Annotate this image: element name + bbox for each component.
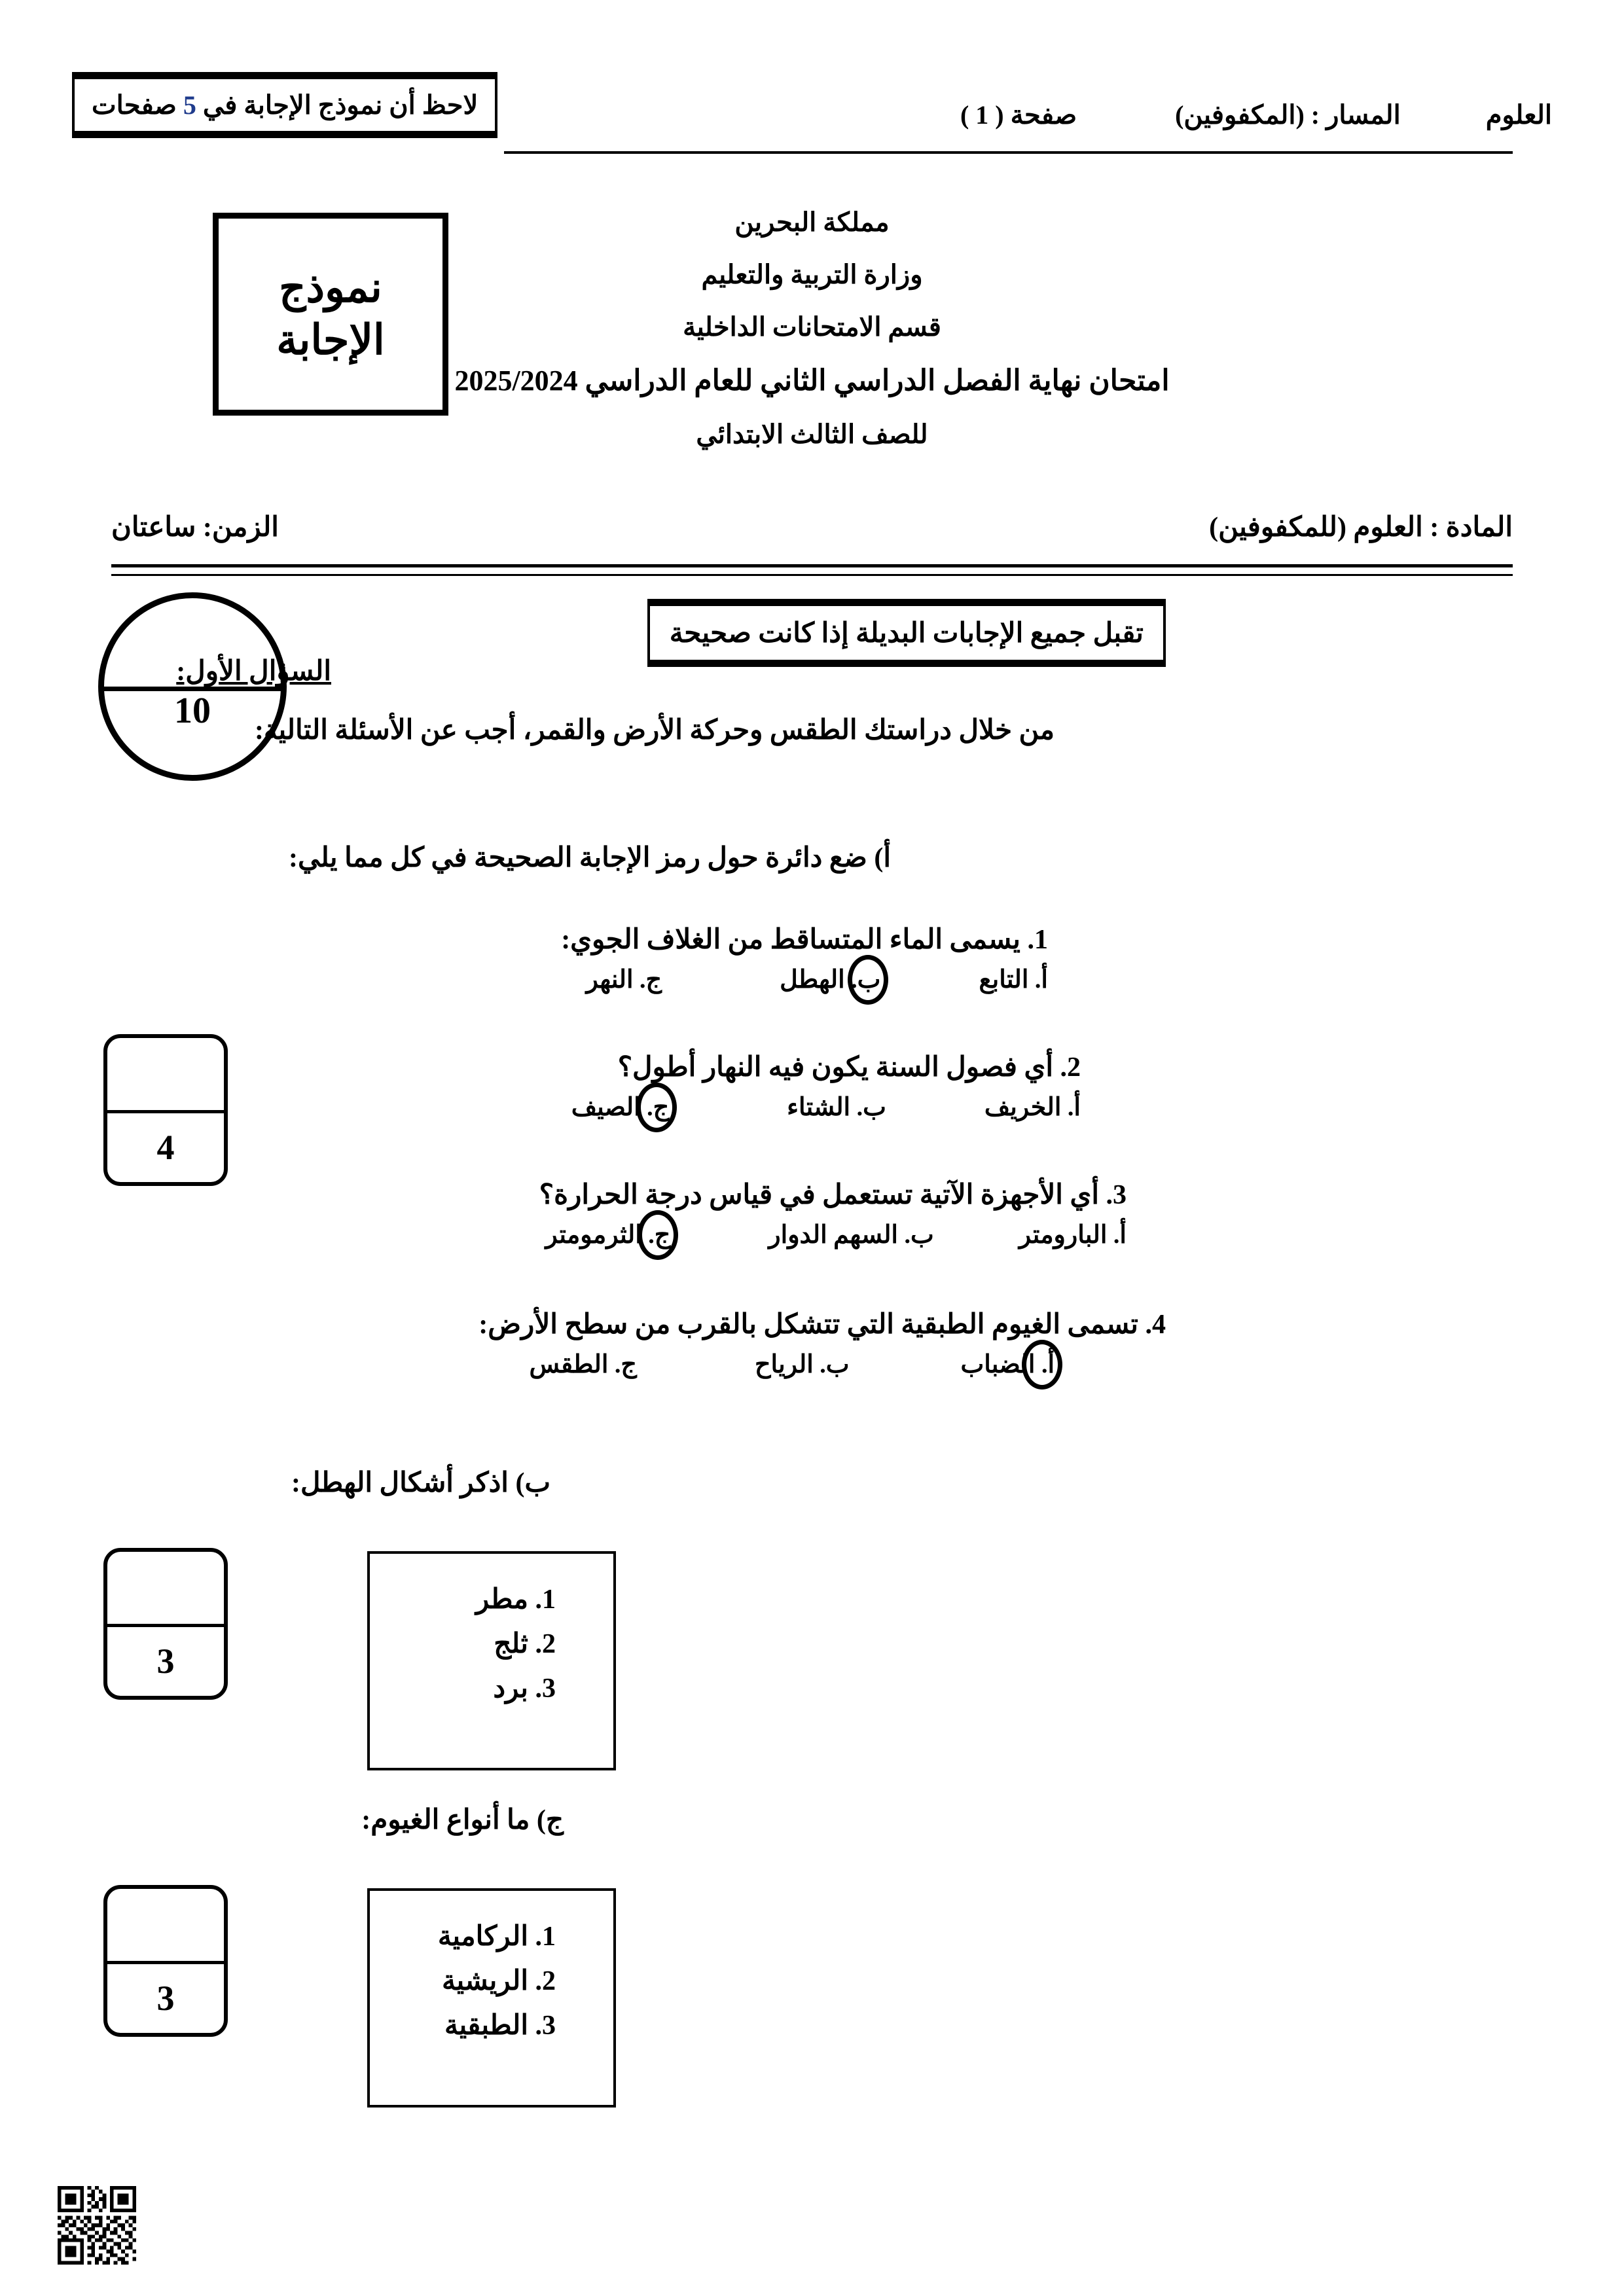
list-item: 2. الريشية xyxy=(409,1964,528,1997)
mcq-3-options xyxy=(539,1220,1127,1249)
list-item: 3. برد xyxy=(409,1672,528,1704)
subject-rule xyxy=(111,564,1513,576)
mcq-item-1 xyxy=(561,923,1048,994)
pages-note-prefix: لاحظ أن نموذج الإجابة في xyxy=(202,90,478,120)
score-box-divider xyxy=(107,1110,225,1113)
mcq-3-option-c[interactable] xyxy=(545,1220,670,1249)
mcq-2-option-c-label: ج. الصيف xyxy=(571,1094,670,1121)
part-c-label: ج) ما أنواع الغيوم: xyxy=(361,1805,564,1835)
list-item: 1. الركامية xyxy=(409,1920,528,1952)
mcq-2-option-b[interactable]: ب. الشتاء xyxy=(787,1094,886,1121)
mcq-4-stem xyxy=(478,1308,1166,1340)
time-label: الزمن: ساعتان xyxy=(111,512,279,543)
title-ministry: وزارة التربية والتعليم xyxy=(701,260,923,289)
mcq-3-option-c-label: ج. الثرمومتر xyxy=(545,1221,671,1249)
mcq-1-option-c[interactable]: ج. النهر xyxy=(586,966,662,994)
pages-note-suffix: صفحات xyxy=(92,90,177,120)
header-subject: العلوم xyxy=(1485,99,1552,130)
mcq-3-number: 3. xyxy=(1106,1180,1127,1210)
mcq-item-3 xyxy=(539,1178,1127,1249)
question-1-intro: من خلال دراستك الطقس وحركة الأرض والقمر، أجب عن الأسئلة التالية: xyxy=(255,715,1055,745)
mcq-3-option-b[interactable]: ب. السهم الدوار xyxy=(768,1221,934,1249)
header-page-indicator: صفحة ( 1 ) xyxy=(960,99,1077,130)
part-c-answer-box xyxy=(367,1888,616,2108)
part-b-label: ب) اذكر أشكال الهطل: xyxy=(291,1468,550,1498)
mcq-3-option-a[interactable]: أ. البارومتر xyxy=(1019,1221,1127,1249)
answer-key-stamp xyxy=(213,213,448,416)
pages-note-count: 5 xyxy=(183,90,196,120)
mcq-2-option-c[interactable] xyxy=(571,1092,669,1122)
question-1-label: السؤال الأول: xyxy=(176,656,331,687)
part-c-score-box[interactable] xyxy=(103,1885,228,2037)
qr-code-icon xyxy=(58,2186,136,2265)
part-a-label: أ) ضع دائرة حول رمز الإجابة الصحيحة في كل مما يلي: xyxy=(289,843,891,873)
mcq-1-number: 1. xyxy=(1027,925,1048,955)
mcq-4-option-a-label: أ. الضباب xyxy=(960,1351,1055,1378)
mcq-2-option-a[interactable]: أ. الخريف xyxy=(984,1094,1081,1121)
stamp-line-2: الإجابة xyxy=(276,317,385,363)
pages-count-note xyxy=(72,72,497,138)
part-b-score-value: 3 xyxy=(156,1641,175,1681)
mcq-1-option-b-label: ب. الهطل xyxy=(780,966,881,994)
part-a-score-value: 4 xyxy=(156,1128,175,1167)
mcq-4-number: 4. xyxy=(1145,1310,1166,1340)
title-country: مملكة البحرين xyxy=(734,207,890,237)
mcq-4-text: تسمى الغيوم الطبقية التي تتشكل بالقرب من سطح الأرض: xyxy=(478,1310,1138,1340)
mcq-item-2 xyxy=(571,1050,1081,1122)
score-box-divider xyxy=(107,1961,225,1964)
mcq-2-number: 2. xyxy=(1060,1052,1081,1083)
mcq-4-option-a[interactable] xyxy=(961,1350,1055,1379)
list-item: 2. ثلج xyxy=(409,1627,528,1660)
mcq-1-option-a[interactable]: أ. التابع xyxy=(979,966,1048,994)
total-marks-value: 10 xyxy=(174,691,211,732)
part-b-answer-list xyxy=(409,1583,574,1704)
subject-time-line xyxy=(111,511,1513,543)
title-grade: للصف الثالث الابتدائي xyxy=(696,420,928,449)
mcq-1-options xyxy=(561,965,1048,994)
list-item: 3. الطبقية xyxy=(409,2009,528,2041)
list-item: 1. مطر xyxy=(409,1583,528,1615)
mcq-1-option-b[interactable] xyxy=(780,965,880,994)
mcq-4-option-c[interactable]: ج. الطقس xyxy=(529,1351,637,1378)
accept-alternatives-note: تقبل جميع الإجابات البديلة إذا كانت صحيحة xyxy=(647,599,1166,667)
score-box-divider xyxy=(107,1624,225,1627)
part-c-answer-list xyxy=(409,1920,574,2041)
mcq-2-options xyxy=(571,1092,1081,1122)
mcq-2-stem xyxy=(571,1050,1081,1083)
mcq-1-text: يسمى الماء المتساقط من الغلاف الجوي: xyxy=(561,925,1020,955)
mcq-3-text: أي الأجهزة الآتية تستعمل في قياس درجة الحرارة؟ xyxy=(539,1180,1099,1210)
mcq-2-text: أي فصول السنة يكون فيه النهار أطول؟ xyxy=(617,1052,1053,1083)
stamp-line-1: نموذج xyxy=(279,264,382,311)
part-b-score-box[interactable] xyxy=(103,1548,228,1700)
title-department: قسم الامتحانات الداخلية xyxy=(683,312,941,342)
mcq-3-stem xyxy=(539,1178,1127,1211)
header-track: المسار : (المكفوفين) xyxy=(1175,99,1401,130)
part-c-score-value: 3 xyxy=(156,1979,175,2018)
title-exam-term: امتحان نهاية الفصل الدراسي الثاني للعام الدراسي 2025/2024 xyxy=(454,365,1170,397)
mcq-item-4 xyxy=(478,1308,1166,1379)
mcq-4-options xyxy=(478,1350,1166,1379)
part-b-answer-box xyxy=(367,1551,616,1770)
mcq-1-stem xyxy=(561,923,1048,956)
mcq-4-option-b[interactable]: ب. الرياح xyxy=(754,1351,850,1378)
subject-label: المادة : العلوم (للمكفوفين) xyxy=(1209,512,1513,543)
part-a-score-box[interactable] xyxy=(103,1034,228,1186)
header-rule xyxy=(504,151,1513,154)
